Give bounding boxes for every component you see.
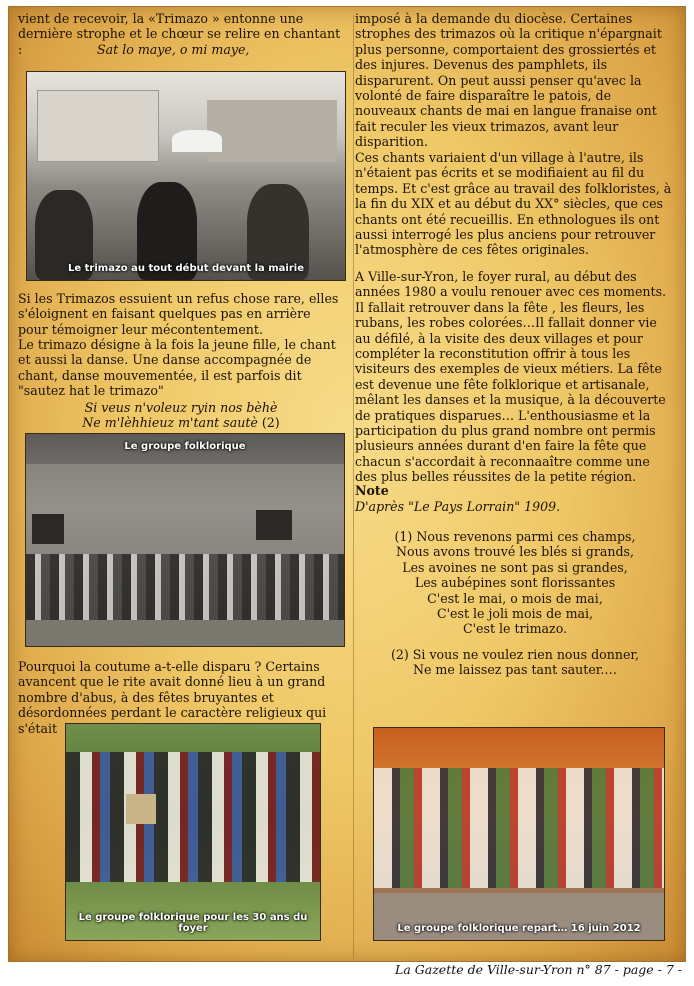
song-line: C'est le trimazo. bbox=[462, 621, 568, 637]
left-para-pourquoi: Pourquoi la coutume a-t-elle disparu ? Certains avancent que le rite avait donné lieu à un grand nombre d'abus, à des fêtes bruyantes et désordonnées perdant le caractère religieux qui s'était bbox=[18, 659, 327, 736]
left-intro-text: vient de recevoir, la «Trimazo » entonne une dernière strophe et le chœur se relire en chantant : bbox=[18, 11, 341, 57]
song-line: (1) Nous revenons parmi ces champs, bbox=[394, 529, 636, 544]
note-title: Note bbox=[355, 483, 389, 498]
photo-30-ans-caption: Le groupe folklorique pour les 30 ans du foyer bbox=[78, 912, 308, 934]
photo-16-juin-2012 bbox=[373, 727, 665, 941]
song-line: Les avoines ne sont pas si grandes, bbox=[402, 559, 628, 575]
right-para-ville-sur-yron: A Ville-sur-Yron, le foyer rural, au début des années 1980 a voulu renouer avec ces moments. Il fallait retrouver dans la fête , les fleurs, les rubans, les robes colorées…Il fallait donner vie au défilé, à la visite des deux villages et pour compléter la reconstitution offrir à tous les visiteurs des exemples de vieux métiers. La fête est devenue une fête folklorique et artisanale, mêlant les danses et la musique, à la découverte de pratiques disparues… L'enthousiasme et la participation du plus grand nombre ont permis plusieurs années durant d'en faire la fête que chacun s'accordait à reconnaaître comme une des plus belles réussites de la petite région. bbox=[355, 269, 667, 485]
photo-30-ans-foyer bbox=[65, 723, 321, 941]
song-line: (2) Si vous ne voulez rien nous donner, bbox=[390, 647, 640, 662]
left-para-refus: Si les Trimazos essuient un refus chose rare, elles s'éloignent en faisant quelques pas en arrière pour témoigner leur mécontentement. bbox=[18, 291, 339, 337]
verse-line-2: Ne m'lèhhieuz m'tant sautè (2) bbox=[82, 415, 280, 430]
song-line: C'est le mai, o mois de mai, bbox=[427, 590, 603, 606]
right-para-diocese: imposé à la demande du diocèse. Certaines strophes des trimazos où la critique n'épargnait plus personne, comportaient des grossiertés et des injures. Devenus des pamphlets, ils disparurent. On peut aussi penser qu'avec la volonté de faire disparaître le patois, de nouveaux chants de mai en langue franaise ont fait reculer les vieux trimazos, avant leur disparition. bbox=[355, 11, 662, 150]
page-footer: La Gazette de Ville-sur-Yron n° 87 - page - 7 - bbox=[395, 962, 682, 977]
left-para-danse: Le trimazo désigne à la fois la jeune fille, le chant et aussi la danse. Une danse accompagnée de chant, danse mouvementée, il est parfois dit "sautez hat le trimazo" bbox=[18, 337, 336, 399]
gazette-page bbox=[8, 6, 686, 962]
song-line: Nous avons trouvé les blés si grands, bbox=[396, 544, 634, 560]
photo-groupe-folklorique bbox=[25, 433, 345, 647]
song-line: Les aubépines sont florissantes bbox=[414, 575, 616, 591]
photo-16-juin-caption: Le groupe folklorique repart… 16 juin 2012 bbox=[397, 923, 641, 934]
photo-trimazo-mairie bbox=[26, 71, 346, 281]
column-divider bbox=[353, 15, 354, 959]
chant-line: Sat lo maye, o mi maye, bbox=[97, 42, 250, 57]
song-line: C'est le joli mois de mai, bbox=[436, 606, 594, 622]
song-verse-1 bbox=[355, 529, 675, 637]
song-line: Ne me laissez pas tant sauter.… bbox=[412, 662, 618, 678]
right-para-chants: Ces chants variaient d'un village à l'autre, ils n'étaient pas écrits et se modifiaient au fil du temps. Et c'est grâce au travail des folkloristes, à la fin du XIX et au début du XX° siècles, que ces chants ont été recueillis. En ethnologues ils ont aussi interrogé les plus anciens pour retrouver l'atmosphère de ces fêtes originales. bbox=[355, 150, 672, 258]
song-verse-2 bbox=[355, 647, 675, 678]
verse-line-1: Si veus n'voleuz ryin nos bèhè bbox=[84, 400, 278, 415]
note-source: D'après "Le Pays Lorrain" 1909. bbox=[355, 499, 561, 514]
photo-trimazo-caption: Le trimazo au tout début devant la mairie bbox=[68, 263, 304, 274]
photo-groupe-caption: Le groupe folklorique bbox=[124, 441, 246, 452]
